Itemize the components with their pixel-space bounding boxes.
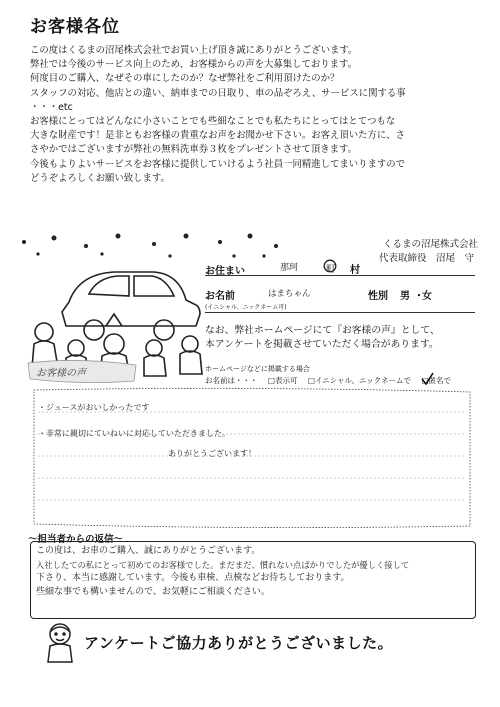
intro-line: さやかではございますが弊社の無料洗車券３枚をプレゼントさせて頂きます。 [30,144,358,156]
reply-line: 入社したての私にとって初めてのお客様でした。まだまだ、慣れない点ばかりでしたが優しく接して [36,559,410,570]
check-mark-icon [420,372,434,386]
gender-label: 性別 [368,291,388,302]
page-title: お客様各位 [30,17,120,37]
intro-line: 大きな財産です！是非ともお客様の貴重なお声をお聞かせ下さい。お客え頂いた方に、さ [30,130,406,142]
village-suffix: 村 [350,265,360,276]
reply-heading: ～担当者からの返信～ [28,534,124,545]
company-name: くるまの沼尾株式会社 [382,239,478,250]
customer-comment: ありがとうございます！ [168,449,256,458]
stamp-text: お客様の声 [36,368,86,379]
intro-line: 弊社では今後のサービス向上のため、お客様からの声を大募集しております。 [30,59,358,71]
intro-line: スタッフの対応、他店との違い、納車までの日取り、車の品ぞろえ、サービスに関する事 [30,87,406,99]
address-label: お住まい [205,266,245,277]
name-underline [205,312,475,313]
reply-line: この度は、お車のご購入、誠にありがとうございます。 [36,546,261,556]
intro-paragraph [30,44,478,186]
closing-message: アンケートご協力ありがとうございました。 [84,634,394,652]
option-initial[interactable]: □イニシャル、ニックネームで [307,376,412,385]
intro-line: ・・・etc [30,101,73,113]
intro-line: 何度目のご購入、なぜその車にしたのか？なぜ弊社をご利用頂けたのか？ [30,73,340,85]
name-value: はまちゃん [268,289,311,299]
city-suffix: 町 [326,264,336,275]
customer-comment: ・ジュースがおいしかったです [38,403,150,412]
gender-female: 女 [422,291,432,302]
options-prefix: お名前は・・・ [205,376,258,385]
mascot-icon [40,620,80,666]
name-display-options [205,375,451,386]
intro-line: この度はくるまの沼尾株式会社でお買い上げ頂き誠にありがとうございます。 [30,45,358,56]
notice-line: なお、弊社ホームページにて『お客様の声』として、 [205,325,440,336]
address-underline [205,275,475,276]
option-anonymous-label: □匿名で [421,376,452,385]
reply-line: 些細な事でも構いませんので、お気軽にご相談ください。 [36,586,270,597]
intro-line: どうぞよろしくお願い致します。 [30,172,170,184]
website-notice [205,324,490,352]
option-anonymous[interactable] [421,376,451,385]
reply-text [36,545,470,599]
name-label: お名前 [205,291,235,302]
representative-name: 代表取締役 沼尾 守 [378,253,474,264]
notice-line: 本アンケートを掲載させていただく場合があります。 [205,339,439,350]
customer-comment: ・非常に親切にていねいに対応していただきました。 [38,429,230,438]
address-value: 那珂 [280,263,299,273]
reply-line: 下さり、本当に感謝しています。今後も車検、点検などお待ちしております。 [36,573,350,584]
name-sub-label: (イニシャル、ニックネーム可) [205,304,287,311]
option-show[interactable]: □表示可 [267,376,298,385]
intro-line: 今後もよりよいサービスをお客様に提供していけるよう社員一同精進してまいりますので [30,158,406,170]
intro-line: お客様にとってはどんなに小さいことでも些細なことでも私たちにとってはとてつもな [30,116,396,128]
options-caption: ホームページなどに掲載する場合 [205,365,310,373]
gender-male: 男 [400,291,410,302]
